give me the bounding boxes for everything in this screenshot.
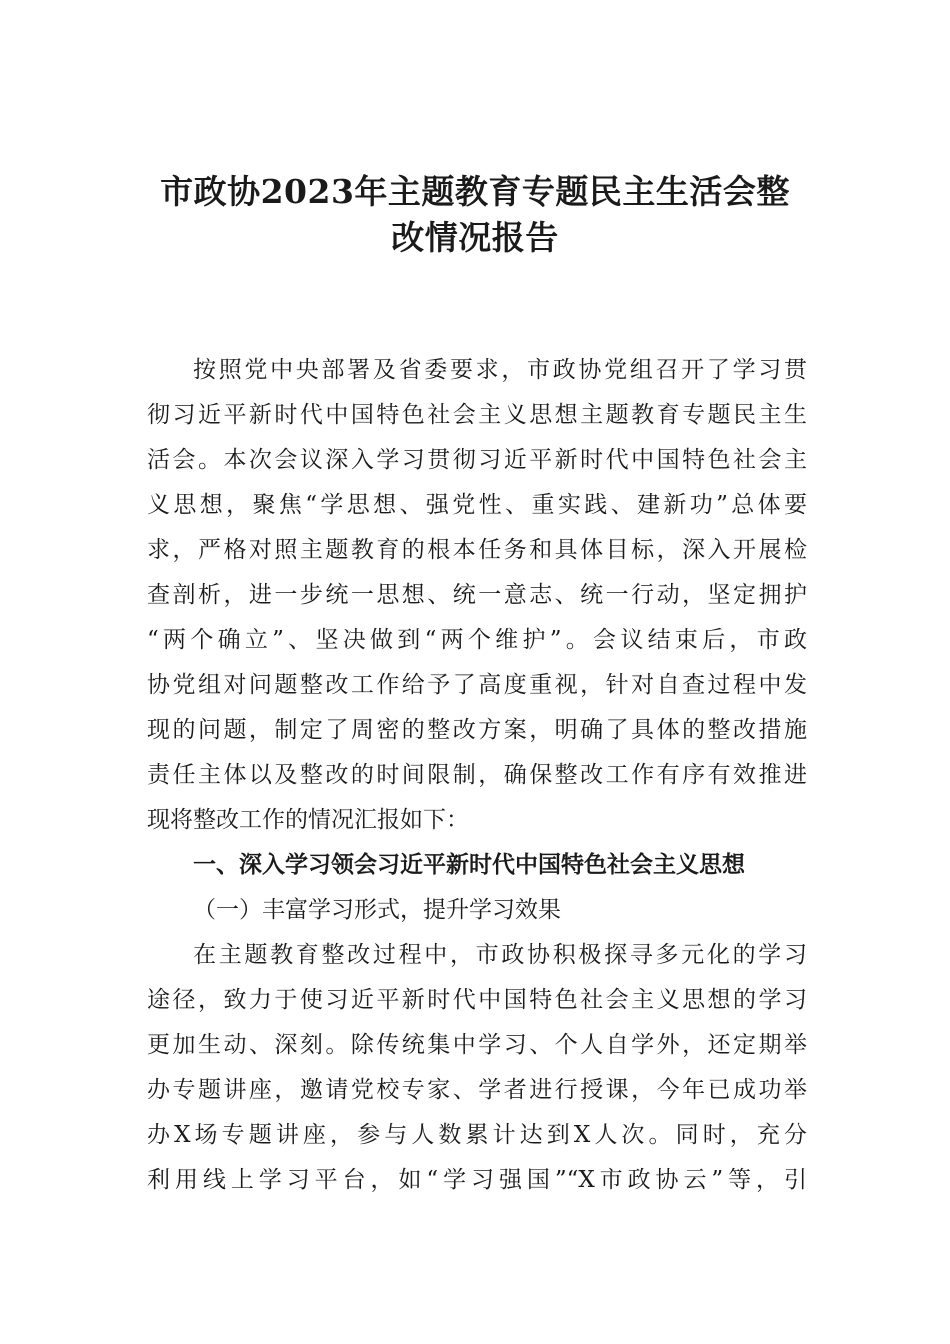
paragraph-line: 办专题讲座，邀请党校专家、学者进行授课，今年已成功举 xyxy=(147,1077,807,1103)
paragraph-line: 彻习近平新时代中国特色社会主义思想主题教育专题民主生 xyxy=(147,402,807,428)
paragraph-line: 协党组对问题整改工作给予了高度重视，针对自查过程中发 xyxy=(147,672,807,698)
paragraph-line: 求，严格对照主题教育的根本任务和具体目标，深入开展检 xyxy=(147,537,807,563)
paragraph-line: 在主题教育整改过程中，市政协积极探寻多元化的学习 xyxy=(193,942,807,968)
paragraph-line: 义思想，聚焦“学思想、强党性、重实践、建新功”总体要 xyxy=(147,492,807,518)
document-title-line-2: 改情况报告 xyxy=(391,218,559,257)
subsection-heading: （一）丰富学习形式，提升学习效果 xyxy=(193,897,561,923)
paragraph-line: 更加生动、深刻。除传统集中学习、个人自学外，还定期举 xyxy=(147,1032,807,1058)
paragraph-line: 办X场专题讲座，参与人数累计达到X人次。同时，充分 xyxy=(147,1122,807,1148)
paragraph-line: 途径，致力于使习近平新时代中国特色社会主义思想的学习 xyxy=(147,987,807,1013)
document-title-line-1: 市政协2023年主题教育专题民主生活会整 xyxy=(160,172,790,211)
paragraph-line: 查剖析，进一步统一思想、统一意志、统一行动，坚定拥护 xyxy=(147,582,807,608)
section-heading: 一、深入学习领会习近平新时代中国特色社会主义思想 xyxy=(193,852,745,878)
paragraph-line: “两个确立”、坚决做到“两个维护”。会议结束后，市政 xyxy=(147,627,807,653)
paragraph-line: 活会。本次会议深入学习贯彻习近平新时代中国特色社会主 xyxy=(147,447,807,473)
paragraph-line: 按照党中央部署及省委要求，市政协党组召开了学习贯 xyxy=(193,357,807,383)
paragraph-line: 现将整改工作的情况汇报如下： xyxy=(147,807,469,833)
paragraph-line: 现的问题，制定了周密的整改方案，明确了具体的整改措施 xyxy=(147,717,807,743)
paragraph-line: 责任主体以及整改的时间限制，确保整改工作有序有效推进 xyxy=(147,762,807,788)
paragraph-line: 利用线上学习平台，如“学习强国”“X市政协云”等，引 xyxy=(147,1167,807,1193)
